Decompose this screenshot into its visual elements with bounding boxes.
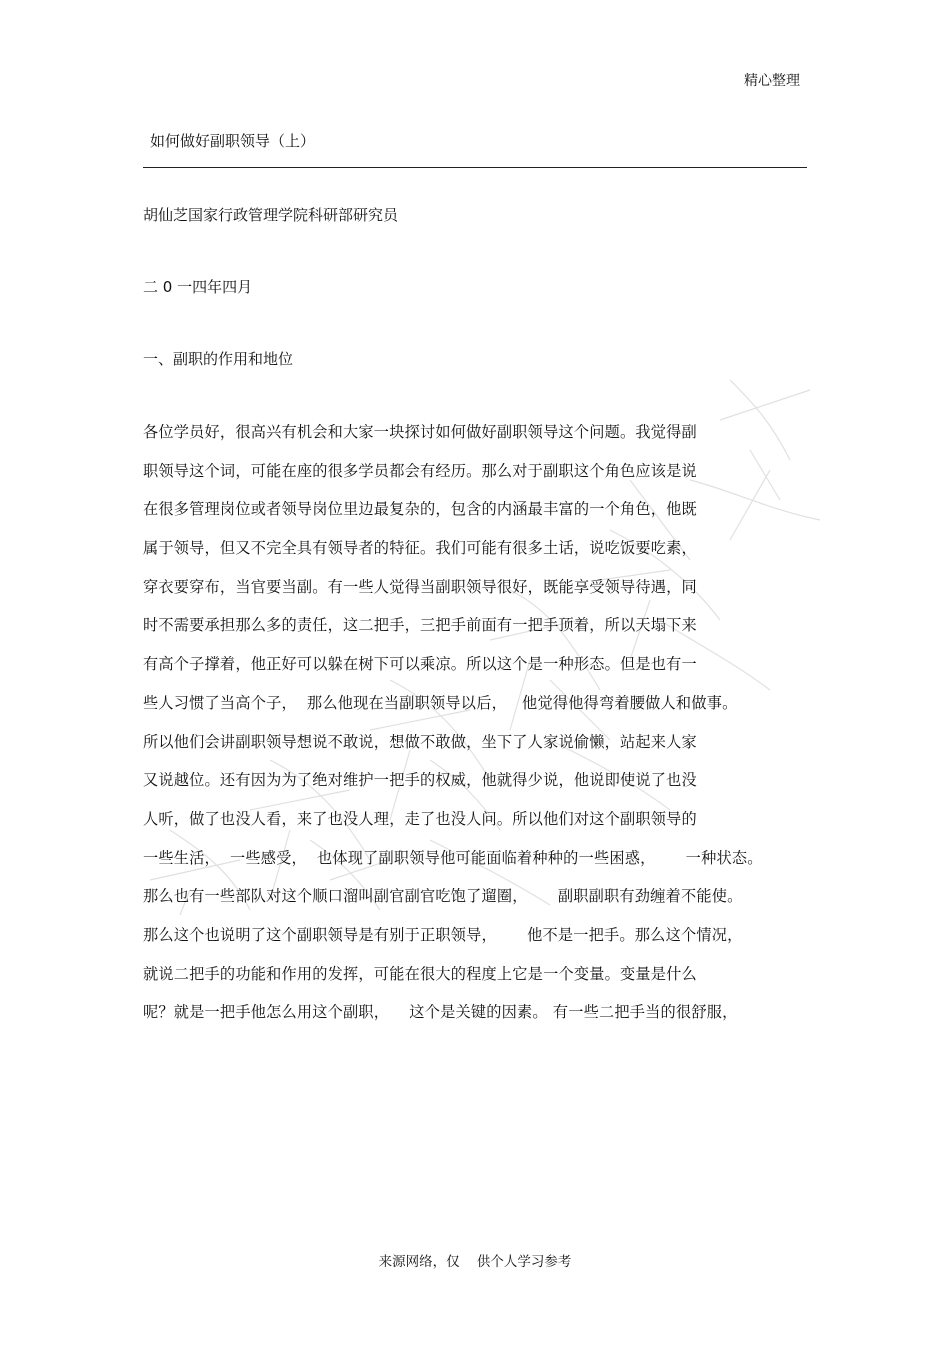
body-line: 各位学员好，很高兴有机会和大家一块探讨如何做好副职领导这个问题。我觉得副 — [143, 423, 697, 441]
body-line: 有高个子撑着，他正好可以躲在树下可以乘凉。所以这个是一种形态。但是也有一 — [143, 655, 697, 674]
body-line: 所以他们会讲副职领导想说不敢说，想做不敢做，坐下了人家说偷懒，站起来人家 — [143, 732, 697, 751]
body-line: 那么这个也说明了这个副职领导是有别于正职领导， 他不是一把手。那么这个情况， — [143, 925, 743, 944]
body-line: 就说二把手的功能和作用的发挥，可能在很大的程度上它是一个变量。变量是什么 — [143, 964, 697, 983]
body-text — [143, 420, 813, 1039]
document-title: 如何做好副职领导（上） — [150, 132, 316, 150]
body-line: 在很多管理岗位或者领导岗位里边最复杂的，包含的内涵最丰富的一个角色，他既 — [143, 500, 697, 519]
body-line: 那么也有一些部队对这个顺口溜叫副官副官吃饱了遛圈， 副职副职有劲缠着不能使。 — [143, 887, 743, 906]
body-line: 些人习惯了当高个子， 那么他现在当副职领导以后， 他觉得他得弯着腰做人和做事。 — [143, 693, 738, 712]
body-line: 一些生活， 一些感受， 也体现了副职领导他可能面临着种种的一些困惑， 一种状态。 — [143, 848, 763, 867]
footer-note: 来源网络，仅 供个人学习参考 — [378, 1254, 572, 1270]
header-note: 精心整理 — [744, 73, 800, 89]
body-line: 时不需要承担那么多的责任，这二把手，三把手前面有一把手顶着，所以天塌下来 — [143, 616, 697, 635]
date-line: 二 0 一四年四月 — [143, 278, 253, 296]
body-line: 职领导这个词，可能在座的很多学员都会有经历。那么对于副职这个角色应该是说 — [143, 461, 697, 480]
body-line: 属于领导，但又不完全具有领导者的特征。我们可能有很多土话，说吃饭要吃素， — [143, 539, 697, 558]
body-line: 又说越位。还有因为为了绝对维护一把手的权威，他就得少说，他说即使说了也没 — [143, 771, 697, 790]
body-line: 穿衣要穿布，当官要当副。有一些人觉得当副职领导很好，既能享受领导待遇，同 — [143, 577, 697, 596]
body-line: 呢？就是一把手他怎么用这个副职， 这个是关键的因素。 有一些二把手当的很舒服， — [143, 1003, 738, 1022]
section-heading: 一、副职的作用和地位 — [143, 350, 294, 368]
title-divider — [143, 167, 807, 168]
author-line: 胡仙芝国家行政管理学院科研部研究员 — [143, 206, 399, 224]
body-line: 人听，做了也没人看，来了也没人理，走了也没人问。所以他们对这个副职领导的 — [143, 809, 697, 828]
